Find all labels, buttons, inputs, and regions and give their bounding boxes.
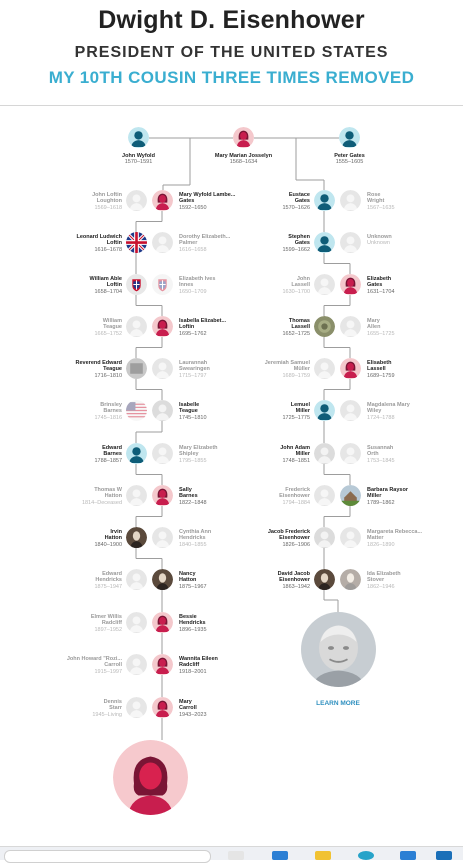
person-name: Isabella Elizabet... Loftin [179, 318, 227, 331]
female-icon[interactable] [152, 485, 173, 506]
person-card-text[interactable] [56, 487, 122, 506]
person-name: Sally Barnes [179, 487, 198, 500]
person-dates: 1725–1775 [282, 414, 310, 421]
person-card-text[interactable] [94, 153, 183, 166]
female-icon[interactable] [340, 274, 361, 295]
male-icon[interactable] [128, 127, 149, 148]
person-dates: 1658–1704 [94, 288, 122, 295]
us-flag-icon[interactable] [126, 400, 147, 421]
person-card-text[interactable] [179, 234, 249, 253]
person-dates: 1570–1591 [124, 159, 153, 166]
faded-silhouette-icon[interactable] [314, 485, 335, 506]
faded-silhouette-icon[interactable] [126, 316, 147, 337]
person-name: Dennis Starr [103, 699, 122, 712]
person-dates: 1652–1725 [282, 330, 310, 337]
person-name: Jeremiah Samuel Müller [264, 360, 310, 373]
faded-silhouette-icon[interactable] [126, 485, 147, 506]
person-dates: 1569–1618 [94, 204, 122, 211]
faded-silhouette-icon[interactable] [126, 697, 147, 718]
person-dates: 1863–1942 [282, 583, 310, 590]
person-name: David Jacob Eisenhower [277, 571, 310, 584]
person-dates: 1789–1862 [367, 499, 395, 506]
person-dates: 1840–1855 [179, 541, 207, 548]
person-dates: 1555–1605 [335, 159, 364, 166]
person-card-text[interactable] [179, 360, 249, 379]
famous-person-name: Dwight D. Eisenhower [98, 6, 365, 34]
person-dates: 1630–1700 [282, 288, 310, 295]
crest-photo-icon[interactable] [126, 274, 147, 295]
person-name: Laurannah Swearingen [179, 360, 210, 373]
person-card-text[interactable] [56, 318, 122, 337]
house-photo-icon[interactable] [340, 485, 361, 506]
male-icon[interactable] [314, 190, 335, 211]
faded-silhouette-icon[interactable] [126, 569, 147, 590]
person-card-text[interactable] [367, 276, 433, 295]
person-card-text[interactable] [199, 153, 288, 166]
faded-silhouette-icon[interactable] [314, 527, 335, 548]
person-card-text[interactable] [56, 276, 122, 295]
person-name: Susannah Orth [367, 445, 394, 458]
person-name: Edward Hendricks [95, 571, 122, 584]
person-dates: 1826–1890 [367, 541, 395, 548]
person-card-text[interactable] [367, 192, 433, 211]
learn-more-link[interactable]: LEARN MORE [316, 700, 360, 707]
person-dates: 1592–1650 [179, 204, 207, 211]
person-dates: 1875–1967 [179, 583, 207, 590]
person-name: Mary Allen [367, 318, 381, 331]
person-card-text[interactable] [179, 318, 249, 337]
person-card-text[interactable] [179, 192, 249, 211]
person-dates: 1943–2023 [179, 711, 207, 718]
male-icon[interactable] [314, 232, 335, 253]
person-name: John Loftin Loughton [92, 192, 122, 205]
person-name: John Wyfold [122, 153, 155, 159]
male-icon[interactable] [126, 443, 147, 464]
portrait-photo-icon[interactable] [152, 569, 173, 590]
person-name: Elisabeth Lassell [367, 360, 392, 373]
person-card-text[interactable] [56, 571, 122, 590]
person-dates: 1631–1704 [367, 288, 395, 295]
windows-taskbar [0, 846, 463, 860]
person-name: Mary Carroll [179, 699, 197, 712]
person-dates: 1826–1906 [282, 541, 310, 548]
person-name: Unknown [367, 234, 392, 240]
person-card-text[interactable] [179, 529, 249, 548]
person-name: William Able Loftin [89, 276, 122, 289]
person-name: Jacob Frederick Eisenhower [267, 529, 310, 542]
person-dates: 1689–1759 [282, 372, 310, 379]
person-card-text[interactable] [56, 234, 122, 253]
person-dates: 1794–1884 [282, 499, 310, 506]
person-dates: 1599–1662 [282, 246, 310, 253]
person-dates: 1716–1810 [94, 372, 122, 379]
person-card-text[interactable] [367, 529, 433, 548]
person-dates: 1945–Living [92, 711, 122, 718]
person-card-text[interactable] [246, 402, 310, 421]
person-card-text[interactable] [246, 571, 310, 590]
person-dates: 1616–1678 [94, 246, 122, 253]
faded-silhouette-icon[interactable] [340, 527, 361, 548]
portrait-photo-icon[interactable] [314, 569, 335, 590]
person-name: Elizabeth Gates [367, 276, 392, 289]
person-card-text[interactable] [56, 699, 122, 718]
person-name: Thomas W Hatton [94, 487, 122, 500]
faded-silhouette-icon[interactable] [152, 400, 173, 421]
person-name: Thomas Lassell [288, 318, 310, 331]
person-name: Isabelle Teague [179, 402, 200, 415]
person-name: Reverend Edward Teague [75, 360, 122, 373]
person-name: John Adam Miller [280, 445, 310, 458]
person-card-text[interactable] [246, 445, 310, 464]
faded-silhouette-icon[interactable] [152, 443, 173, 464]
person-card-text[interactable] [179, 445, 249, 464]
person-name: Elizabeth Ives Innes [179, 276, 216, 289]
person-dates: 1896–1935 [179, 626, 207, 633]
my-avatar-female-icon[interactable] [113, 740, 188, 815]
faded-silhouette-icon[interactable] [340, 232, 361, 253]
female-icon[interactable] [152, 654, 173, 675]
person-name: Cynthia Ann Hendricks [179, 529, 212, 542]
person-name: Mary Wyfold Lambe... Gates [179, 192, 236, 205]
person-card-text[interactable] [367, 487, 433, 506]
crest-photo-icon[interactable] [152, 274, 173, 295]
person-dates: 1795–1855 [179, 457, 207, 464]
person-card-text[interactable] [56, 656, 122, 675]
portrait-photo-icon[interactable] [340, 569, 361, 590]
person-card-text[interactable] [367, 571, 433, 590]
person-card-text[interactable] [246, 318, 310, 337]
person-dates: 1788–1857 [94, 457, 122, 464]
person-card-text[interactable] [367, 318, 433, 337]
person-dates: 1822–1848 [179, 499, 207, 506]
person-card-text[interactable] [179, 487, 249, 506]
faded-silhouette-icon[interactable] [340, 400, 361, 421]
person-card-text[interactable] [56, 402, 122, 421]
female-icon[interactable] [152, 612, 173, 633]
person-name: Mary Marian Josselyn [214, 153, 273, 159]
person-name: Edward Barnes [102, 445, 122, 458]
person-name: Nancy Hatton [179, 571, 197, 584]
faded-silhouette-icon[interactable] [314, 274, 335, 295]
person-card-text[interactable] [179, 614, 249, 633]
person-card-text[interactable] [367, 234, 433, 247]
person-dates: 1745–1810 [179, 414, 207, 421]
person-dates: 1695–1762 [179, 330, 207, 337]
person-dates: 1862–1946 [367, 583, 395, 590]
person-card-text[interactable] [56, 445, 122, 464]
landscape-photo-icon[interactable] [314, 316, 335, 337]
person-name: Barbara Raysor Miller [367, 487, 408, 500]
person-name: Peter Gates [334, 153, 365, 159]
person-name: Wannita Eileen Radcliff [179, 656, 218, 669]
person-card-text[interactable] [179, 571, 249, 590]
person-name: Mary Elizabeth Shipley [179, 445, 218, 458]
person-name: Leonard Ludwich Loftin [76, 234, 122, 247]
person-name: Frederick Eisenhower [279, 487, 310, 500]
person-dates: 1745–1816 [94, 414, 122, 421]
person-dates: 1724–1788 [367, 414, 395, 421]
person-card-text[interactable] [246, 234, 310, 253]
person-name: Irvin Hatton [104, 529, 122, 542]
person-card-text[interactable] [56, 360, 122, 379]
person-dates: 1814–Deceased [81, 499, 122, 506]
female-icon[interactable] [152, 316, 173, 337]
female-icon[interactable] [152, 697, 173, 718]
female-icon[interactable] [340, 358, 361, 379]
faded-silhouette-icon[interactable] [126, 190, 147, 211]
person-name: Dorothy Elizabeth... Palmer [179, 234, 231, 247]
person-name: Bessie Hendricks [179, 614, 206, 627]
person-card-text[interactable] [56, 192, 122, 211]
faded-silhouette-icon[interactable] [314, 443, 335, 464]
person-name: John Howard "Rozi... Carroll [66, 656, 122, 669]
person-card-text[interactable] [179, 402, 249, 421]
faded-silhouette-icon[interactable] [152, 527, 173, 548]
male-icon[interactable] [314, 400, 335, 421]
person-dates: 1753–1845 [367, 457, 395, 464]
person-card-text[interactable] [56, 529, 122, 548]
person-card-text[interactable] [246, 487, 310, 506]
faded-silhouette-icon[interactable] [340, 443, 361, 464]
person-name: Margareta Rebecca... Matter [367, 529, 423, 542]
person-card-text[interactable] [305, 153, 394, 166]
relationship-label: MY 10TH COUSIN THREE TIMES REMOVED [48, 68, 415, 87]
person-card-text[interactable] [179, 276, 249, 295]
person-dates: 1915–1997 [94, 668, 122, 675]
person-name: Ida Elizabeth Stover [367, 571, 401, 584]
person-dates: 1570–1626 [282, 204, 310, 211]
famous-person-title: PRESIDENT OF THE UNITED STATES [74, 44, 389, 61]
person-name: Elmer Willis Radcliff [90, 614, 122, 627]
person-card-text[interactable] [246, 276, 310, 295]
person-name: Stephen Gates [288, 234, 310, 247]
person-dates: 1715–1797 [179, 372, 207, 379]
person-name: Magdalena Mary Wiley [367, 402, 410, 415]
person-dates: 1918–2001 [179, 668, 207, 675]
person-dates: Unknown [367, 240, 390, 247]
female-icon[interactable] [152, 190, 173, 211]
male-icon[interactable] [339, 127, 360, 148]
eisenhower-portrait-icon[interactable] [301, 612, 376, 687]
person-card-text[interactable] [179, 699, 249, 718]
person-card-text[interactable] [246, 529, 310, 548]
person-name: John Lassell [291, 276, 310, 289]
faded-silhouette-icon[interactable] [340, 316, 361, 337]
person-dates: 1567–1635 [367, 204, 395, 211]
faded-silhouette-icon[interactable] [152, 232, 173, 253]
female-icon[interactable] [233, 127, 254, 148]
person-card-text[interactable] [367, 360, 433, 379]
person-dates: 1748–1851 [282, 457, 310, 464]
person-dates: 1840–1900 [94, 541, 122, 548]
person-dates: 1689–1759 [367, 372, 395, 379]
uk-flag-icon[interactable] [126, 232, 147, 253]
person-card-text[interactable] [246, 360, 310, 379]
person-dates: 1665–1752 [94, 330, 122, 337]
portrait-photo-icon[interactable] [126, 527, 147, 548]
person-card-text[interactable] [56, 614, 122, 633]
person-card-text[interactable] [367, 402, 433, 421]
faded-silhouette-icon[interactable] [314, 358, 335, 379]
person-dates: 1897–1952 [94, 626, 122, 633]
faded-silhouette-icon[interactable] [126, 654, 147, 675]
faded-silhouette-icon[interactable] [152, 358, 173, 379]
faded-silhouette-icon[interactable] [340, 190, 361, 211]
person-dates: 1655–1725 [367, 330, 395, 337]
person-dates: 1616–1658 [179, 246, 207, 253]
person-name: Eustace Gates [288, 192, 310, 205]
taskbar-search-input[interactable] [4, 850, 211, 863]
person-name: Rose Wright [367, 192, 385, 205]
person-card-text[interactable] [246, 192, 310, 211]
person-dates: 1568–1634 [229, 159, 258, 166]
person-name: Lemuel Miller [290, 402, 310, 415]
person-name: William Teague [102, 318, 122, 331]
person-card-text[interactable] [367, 445, 433, 464]
person-dates: 1650–1709 [179, 288, 207, 295]
document-photo-icon[interactable] [126, 358, 147, 379]
faded-silhouette-icon[interactable] [126, 612, 147, 633]
person-name: Brinsley Barnes [100, 402, 122, 415]
person-card-text[interactable] [179, 656, 249, 675]
person-dates: 1875–1947 [94, 583, 122, 590]
